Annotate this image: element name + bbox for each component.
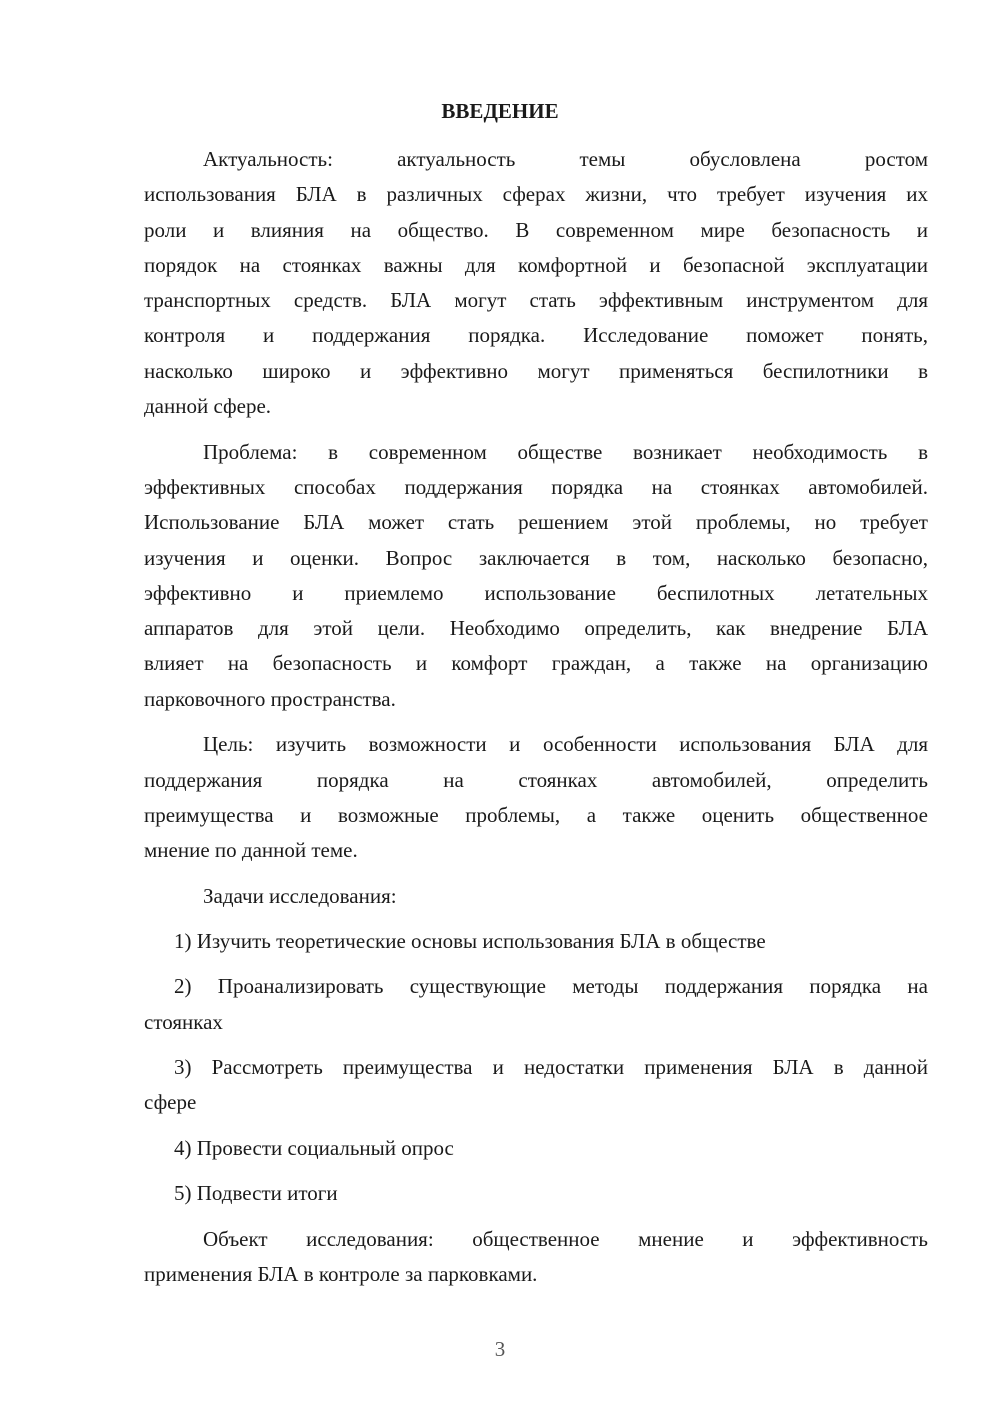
text-line: эффективных способах поддержания порядка на стоянках автомобилей. bbox=[144, 475, 928, 499]
task-item-2-cont: стоянках bbox=[144, 1010, 223, 1034]
text-line: применения БЛА в контроле за парковками. bbox=[144, 1262, 538, 1286]
text-line: транспортных средств. БЛА могут стать эффективным инструментом для bbox=[144, 288, 928, 312]
text-line: эффективно и приемлемо использование беспилотных летательных bbox=[144, 581, 928, 605]
task-item-1: 1) Изучить теоретические основы использования БЛА в обществе bbox=[174, 929, 766, 953]
text-line: использования БЛА в различных сферах жизни, что требует изучения их bbox=[144, 182, 928, 206]
text-line: насколько широко и эффективно могут применяться беспилотники в bbox=[144, 359, 928, 383]
text-line: поддержания порядка на стоянках автомобилей, определить bbox=[144, 768, 928, 792]
task-item-3-cont: сфере bbox=[144, 1090, 197, 1114]
text-line: Использование БЛА может стать решением этой проблемы, но требует bbox=[144, 510, 928, 534]
text-line: парковочного пространства. bbox=[144, 687, 396, 711]
task-item-4: 4) Провести социальный опрос bbox=[174, 1136, 454, 1160]
text-line: роли и влияния на общество. В современном мире безопасность и bbox=[144, 218, 928, 242]
text-line: порядок на стоянках важны для комфортной и безопасной эксплуатации bbox=[144, 253, 928, 277]
text-line: данной сфере. bbox=[144, 394, 272, 418]
page-title: ВВЕДЕНИЕ bbox=[441, 99, 559, 123]
text-line: Проблема: в современном обществе возникает необходимость в bbox=[203, 440, 928, 464]
text-line: Объект исследования: общественное мнение и эффективность bbox=[203, 1227, 928, 1251]
task-item-3: 3) Рассмотреть преимущества и недостатки применения БЛА в данной bbox=[174, 1055, 928, 1079]
task-item-2: 2) Проанализировать существующие методы поддержания порядка на bbox=[174, 974, 928, 998]
page-number: 3 bbox=[494, 1337, 506, 1361]
text-line: контроля и поддержания порядка. Исследование поможет понять, bbox=[144, 323, 928, 347]
text-line: мнение по данной теме. bbox=[144, 838, 358, 862]
task-item-5: 5) Подвести итоги bbox=[174, 1181, 338, 1205]
text-line: влияет на безопасность и комфорт граждан, а также на организацию bbox=[144, 651, 928, 675]
text-line: аппаратов для этой цели. Необходимо определить, как внедрение БЛА bbox=[144, 616, 928, 640]
text-line: изучения и оценки. Вопрос заключается в том, насколько безопасно, bbox=[144, 546, 928, 570]
text-line: Цель: изучить возможности и особенности использования БЛА для bbox=[203, 732, 928, 756]
text-line: Актуальность: актуальность темы обусловлена ростом bbox=[203, 147, 928, 171]
tasks-heading: Задачи исследования: bbox=[203, 884, 397, 908]
text-line: преимущества и возможные проблемы, а также оценить общественное bbox=[144, 803, 928, 827]
